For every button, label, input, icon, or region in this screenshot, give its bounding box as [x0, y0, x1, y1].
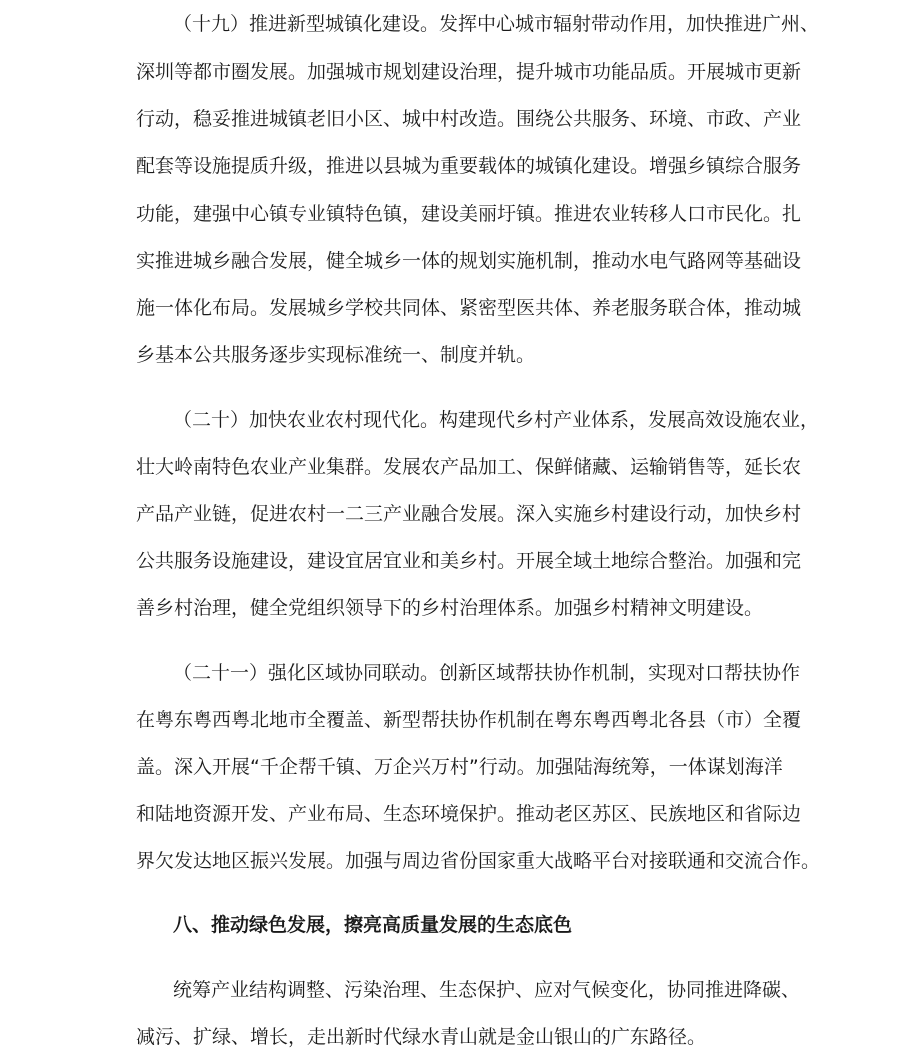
text-line: 善乡村治理，健全党组织领导下的乡村治理体系。加强乡村精神文明建设。 [136, 597, 764, 619]
text-line: 减污、扩绿、增长，走出新时代绿水青山就是金山银山的广东路径。 [136, 1026, 707, 1048]
text-line: 在粤东粤西粤北地市全覆盖、新型帮扶协作机制在粤东粤西粤北各县（市）全覆 [136, 709, 802, 731]
text-line: 乡基本公共服务逐步实现标准统一、制度并轨。 [136, 344, 536, 366]
text-line: 和陆地资源开发、产业布局、生态环境保护。推动老区苏区、民族地区和省际边 [136, 803, 802, 825]
text-line: 功能，建强中心镇专业镇特色镇，建设美丽圩镇。推进农业转移人口市民化。扎 [136, 203, 802, 225]
text-line: 施一体化布局。发展城乡学校共同体、紧密型医共体、养老服务联合体，推动城 [136, 297, 802, 319]
text-line: 实推进城乡融合发展，健全城乡一体的规划实施机制，推动水电气路网等基础设 [136, 250, 802, 272]
text-line: 深圳等都市圈发展。加强城市规划建设治理，提升城市功能品质。开展城市更新 [136, 61, 802, 83]
text-line: 行动，稳妥推进城镇老旧小区、城中村改造。围绕公共服务、环境、市政、产业 [136, 108, 802, 130]
text-line: 盖。深入开展“千企帮千镇、万企兴万村”行动。加强陆海统筹，一体谋划海洋 [136, 756, 783, 778]
text-line: 壮大岭南特色农业产业集群。发展农产品加工、保鲜储藏、运输销售等，延长农 [136, 456, 802, 478]
text-line: 公共服务设施建设，建设宜居宜业和美乡村。开展全域土地综合整治。加强和完 [136, 550, 802, 572]
section-heading: 八、推动绿色发展，擦亮高质量发展的生态底色 [173, 914, 573, 936]
text-line: 产品产业链，促进农村一二三产业融合发展。深入实施乡村建设行动，加快乡村 [136, 503, 802, 525]
text-line: 配套等设施提质升级，推进以县城为重要载体的城镇化建设。增强乡镇综合服务 [136, 155, 802, 177]
text-line: （二十一）强化区域协同联动。创新区域帮扶协作机制，实现对口帮扶协作 [173, 662, 801, 684]
text-line: （二十）加快农业农村现代化。构建现代乡村产业体系，发展高效设施农业， [173, 409, 820, 431]
text-line: 统筹产业结构调整、污染治理、生态保护、应对气候变化，协同推进降碳、 [173, 979, 801, 1001]
text-line: 界欠发达地区振兴发展。加强与周边省份国家重大战略平台对接联通和交流合作。 [136, 850, 821, 872]
text-line: （十九）推进新型城镇化建设。发挥中心城市辐射带动作用，加快推进广州、 [173, 13, 820, 35]
